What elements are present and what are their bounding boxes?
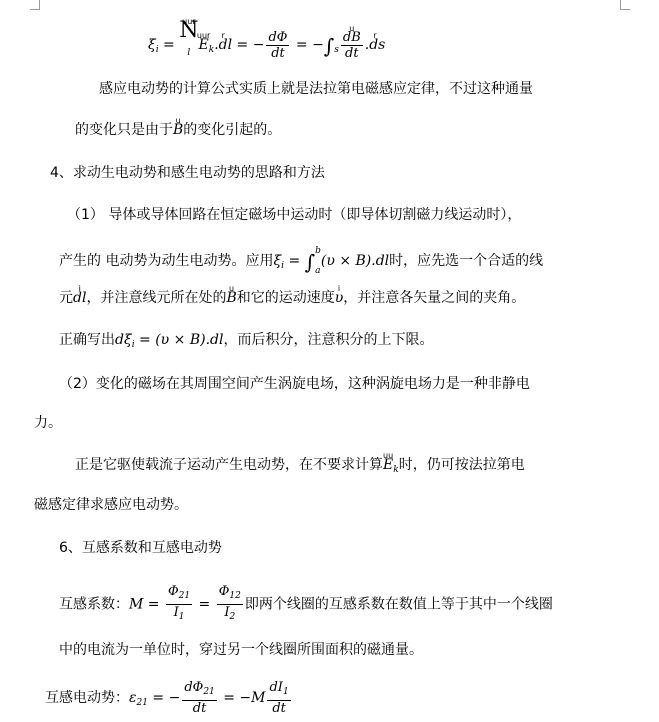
section-heading: 4、求动生电动势和感生电动势的思路和方法: [50, 165, 325, 181]
paragraph-text: 元i dl，并注意线元所在处的u B和它的运动速度i υ，并注意各矢量之间的夹角。: [59, 288, 525, 308]
paragraph-text: 中的电流为一单位时，穿过另一个线圈所围面积的磁通量。: [59, 642, 423, 658]
section-heading: 6、互感系数和互感电动势: [59, 540, 222, 556]
paragraph-text: （1） 导体或导体回路在恒定磁场中运动时（即导体切割磁力线运动时），: [67, 207, 522, 223]
paragraph-text: 磁感定律求感应电动势。: [34, 497, 188, 513]
paragraph-text: 产生的 电动势为动生电动势。应用$\xi_i = \int b$ a(υ × B).dl时，应先选一个合适的线: [59, 246, 544, 276]
paragraph-text: 正确写出$d\xi_i = (\upsilon \times B).dl$，而后积分，注意积分的上下限。: [59, 332, 434, 350]
paragraph-text: 正是它驱使载流子运动产生电动势，在不要求计算uu $E_k$时，仍可按法拉第电: [75, 455, 525, 480]
margin-corner-mark: [620, 0, 630, 10]
paragraph-text: 感应电动势的计算公式实质上就是法拉第电磁感应定律，不过这种通量: [99, 81, 533, 97]
mutual-emf-formula: 互感电动势：$\varepsilon_{21}$ = − $\frac{d\Phi_{21}}{dt}$ = −M $\frac{dI_1}{dt}$: [45, 680, 289, 716]
paragraph-text: 的变化只是由于u B的变化引起的。: [75, 120, 281, 140]
formula-induced-emf: $\xi_i$ = uur N luur $E_kr$ .dl = − $\frac{d\Phi}{dt}$ = $-\int_s$ u $\frac{dB}{dt}$ r .ds: [148, 19, 385, 61]
mutual-inductance-formula: 互感系数：M = $\frac{\Phi_{21}}{I_1}$ = $\frac{\Phi_{12}}{I_2}$ 即两个线圈的互感系数在数值上等于其中一个线圈: [59, 584, 553, 622]
paragraph-text: 力。: [34, 415, 62, 431]
margin-corner-mark: [30, 0, 40, 10]
paragraph-text: （2）变化的磁场在其周围空间产生涡旋电场，这种涡旋电场力是一种非静电: [59, 376, 530, 392]
